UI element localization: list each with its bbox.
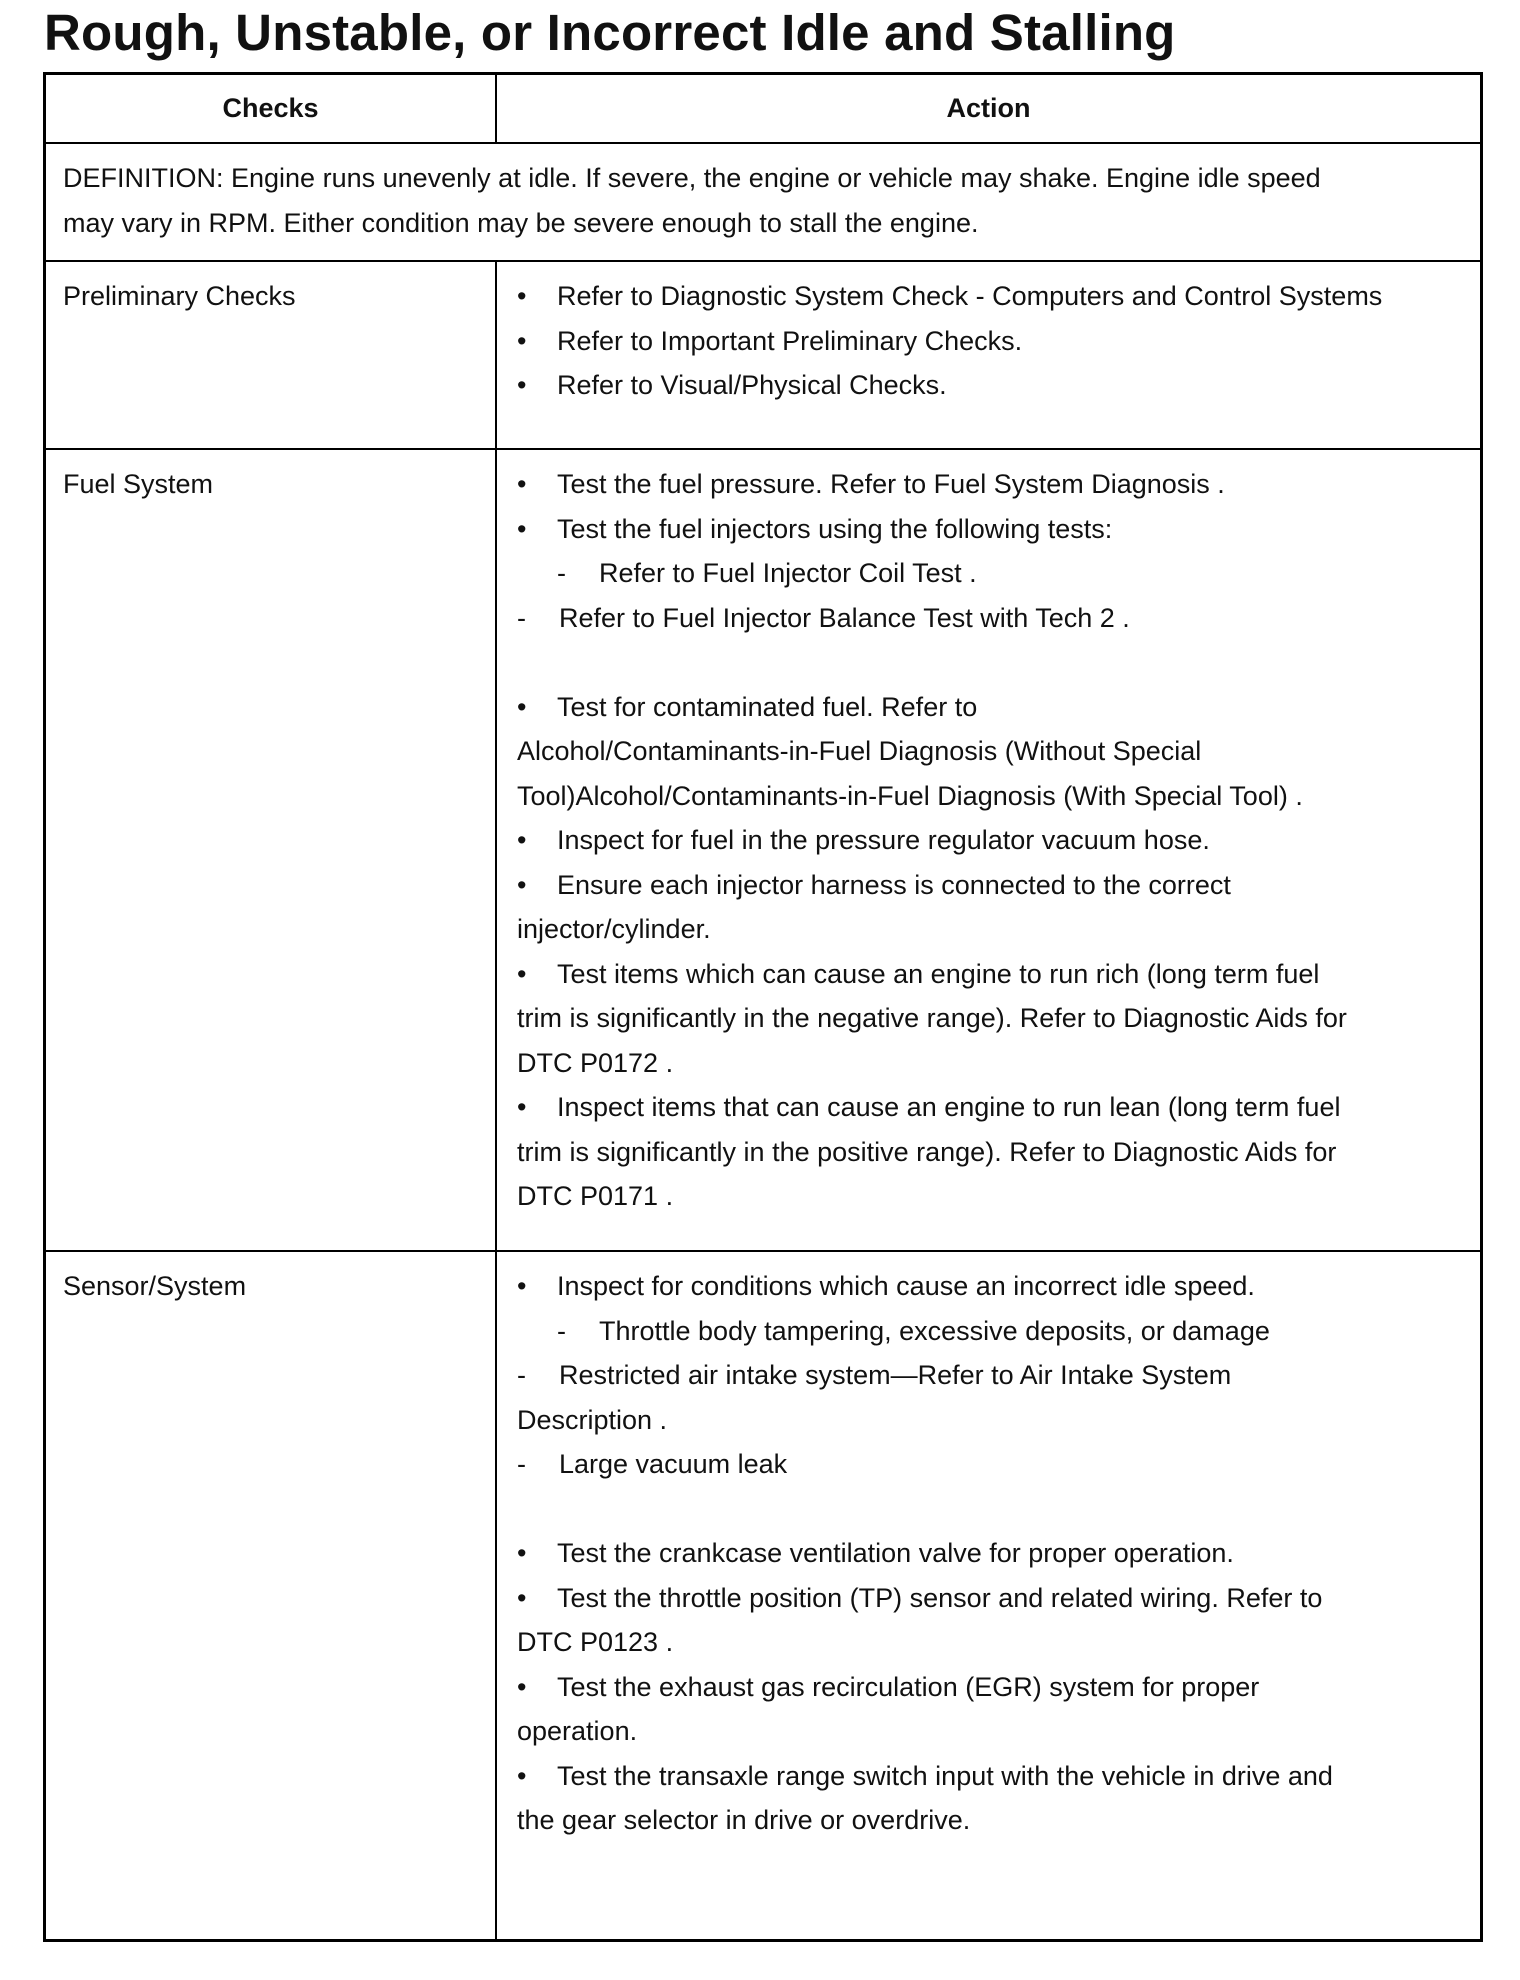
- bullet-icon: •: [517, 469, 527, 499]
- action-text: Description .: [517, 1404, 668, 1435]
- bullet-icon: •: [517, 1582, 527, 1613]
- header-action: Action: [946, 93, 1031, 123]
- check-label: Preliminary Checks: [63, 281, 296, 311]
- action-text: Refer to Visual/Physical Checks.: [557, 370, 947, 400]
- definition-line: may vary in RPM. Either condition may be severe enough to stall the engine.: [63, 207, 979, 238]
- definition-line: DEFINITION: Engine runs unevenly at idle. If severe, the engine or vehicle may shake. Engine idle speed: [63, 163, 1321, 193]
- action-text: trim is significantly in the negative range). Refer to Diagnostic Aids for: [517, 1003, 1347, 1033]
- action-text: trim is significantly in the positive range). Refer to Diagnostic Aids for: [517, 1136, 1337, 1167]
- table-header-row: [46, 75, 1480, 144]
- action-cell: [497, 262, 1480, 448]
- bullet-icon: •: [517, 1092, 527, 1122]
- table-row-fuel-system: [46, 450, 1480, 1252]
- action-text: Inspect items that can cause an engine to run lean (long term fuel: [557, 1092, 1341, 1122]
- action-text: Test items which can cause an engine to run rich (long term fuel: [557, 958, 1320, 989]
- bullet-icon: •: [517, 869, 527, 900]
- checks-cell: [46, 262, 497, 448]
- bullet-icon: •: [517, 370, 527, 400]
- bullet-icon: •: [517, 691, 527, 722]
- action-text: Restricted air intake system—Refer to Air Intake System: [559, 1360, 1232, 1390]
- action-list: [497, 462, 1457, 1232]
- header-checks: Checks: [222, 93, 319, 123]
- checks-cell: [46, 450, 497, 1250]
- dash-icon: -: [557, 1315, 566, 1346]
- action-text: Tool)Alcohol/Contaminants-in-Fuel Diagnosis (With Special Tool) .: [517, 780, 1303, 811]
- action-cell: [497, 1252, 1480, 1939]
- bullet-icon: •: [517, 281, 527, 311]
- dash-icon: -: [557, 558, 566, 588]
- action-text: Test the fuel injectors using the following tests:: [557, 513, 1113, 544]
- bullet-icon: •: [517, 513, 527, 544]
- action-text: Test the throttle position (TP) sensor and related wiring. Refer to: [557, 1582, 1323, 1613]
- action-text: Test the crankcase ventilation valve for proper operation.: [557, 1538, 1234, 1568]
- action-text: Refer to Important Preliminary Checks.: [557, 325, 1023, 356]
- table-row-sensor-system: [46, 1252, 1480, 1939]
- table-row-preliminary-checks: [46, 262, 1480, 450]
- dash-icon: -: [517, 1360, 526, 1390]
- action-text: Test for contaminated fuel. Refer to: [557, 691, 978, 722]
- action-text: the gear selector in drive or overdrive.: [517, 1805, 971, 1835]
- action-text: DTC P0123 .: [517, 1627, 674, 1657]
- action-text: Ensure each injector harness is connected to the correct: [557, 869, 1231, 900]
- action-cell: [497, 450, 1480, 1250]
- header-cell-checks: [46, 75, 497, 142]
- diagnostic-table: [43, 72, 1483, 1942]
- check-label: Fuel System: [63, 469, 214, 499]
- page-title: Rough, Unstable, or Incorrect Idle and Stalling: [44, 4, 1176, 61]
- action-text: Alcohol/Contaminants-in-Fuel Diagnosis (Without Special: [517, 736, 1202, 766]
- action-text: Test the transaxle range switch input with the vehicle in drive and: [557, 1760, 1333, 1791]
- action-text: Test the fuel pressure. Refer to Fuel System Diagnosis .: [557, 469, 1225, 499]
- dash-icon: -: [517, 1449, 526, 1479]
- bullet-icon: •: [517, 1671, 527, 1702]
- action-text: operation.: [517, 1716, 638, 1746]
- action-text: injector/cylinder.: [517, 914, 711, 944]
- action-text: DTC P0171 .: [517, 1181, 674, 1211]
- action-text: Large vacuum leak: [559, 1449, 788, 1479]
- bullet-icon: •: [517, 825, 527, 855]
- bullet-icon: •: [517, 958, 527, 989]
- action-text: Inspect for fuel in the pressure regulator vacuum hose.: [557, 825, 1210, 855]
- action-text: Refer to Fuel Injector Balance Test with Tech 2 .: [559, 602, 1130, 633]
- action-list: [497, 274, 1457, 434]
- definition-text: [63, 156, 1321, 245]
- action-text: Test the exhaust gas recirculation (EGR) system for proper: [557, 1671, 1260, 1702]
- action-text: DTC P0172 .: [517, 1047, 674, 1078]
- bullet-icon: •: [517, 1271, 527, 1301]
- action-text: Refer to Diagnostic System Check - Computers and Control Systems: [557, 281, 1383, 311]
- header-cell-action: [497, 75, 1480, 142]
- action-text: Throttle body tampering, excessive deposits, or damage: [599, 1315, 1270, 1346]
- checks-cell: [46, 1252, 497, 1939]
- definition-row: [46, 144, 1480, 262]
- bullet-icon: •: [517, 1760, 527, 1791]
- action-text: Refer to Fuel Injector Coil Test .: [599, 558, 977, 588]
- check-label: Sensor/System: [63, 1271, 247, 1301]
- dash-icon: -: [517, 602, 526, 633]
- bullet-icon: •: [517, 325, 527, 356]
- bullet-icon: •: [517, 1538, 527, 1568]
- action-list: [497, 1264, 1457, 1904]
- action-text: Inspect for conditions which cause an incorrect idle speed.: [557, 1271, 1255, 1301]
